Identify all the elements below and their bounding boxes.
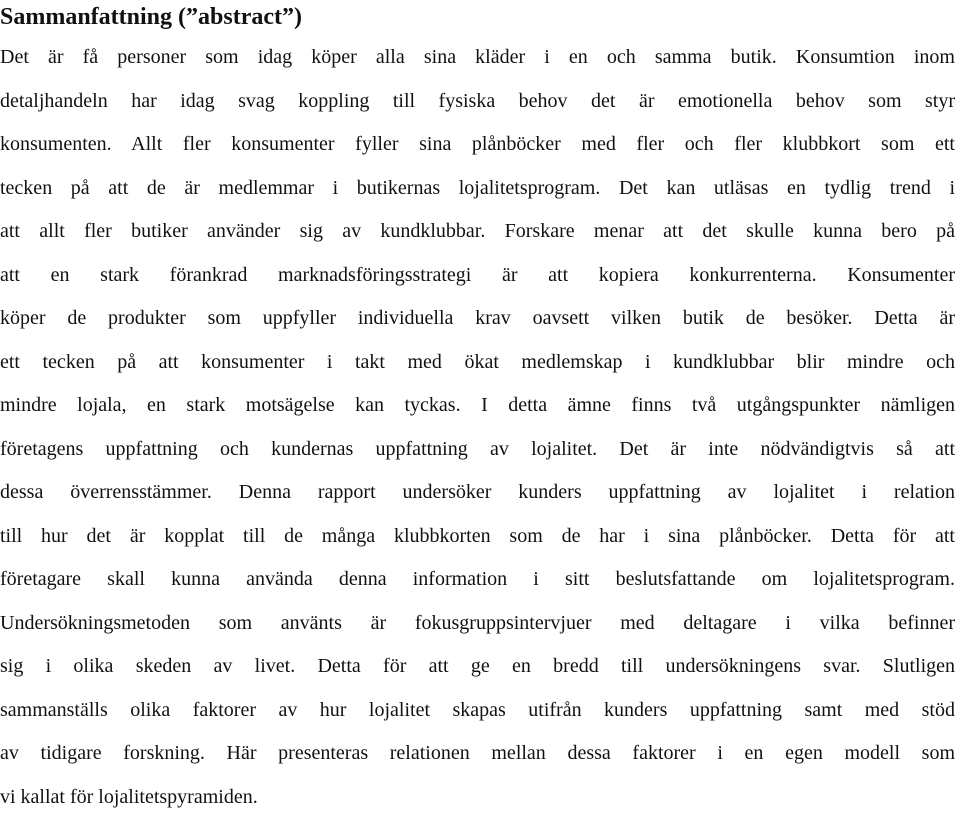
paragraph-line: detaljhandeln har idag svag koppling till fysiska behov det är emotionella behov som styr [0, 82, 955, 126]
paragraph-line: till hur det är kopplat till de många klubbkorten som de har i sina plånböcker. Detta för att [0, 517, 955, 561]
paragraph-line: Undersökningsmetoden som använts är fokusgruppsintervjuer med deltagare i vilka befinner [0, 604, 955, 648]
paragraph-line: företagens uppfattning och kundernas uppfattning av lojalitet. Det är inte nödvändigtvis så att [0, 430, 955, 474]
paragraph-line: konsumenten. Allt fler konsumenter fyller sina plånböcker med fler och fler klubbkort som ett [0, 125, 955, 169]
paragraph-line: sammanställs olika faktorer av hur lojalitet skapas utifrån kunders uppfattning samt med stöd [0, 691, 955, 735]
paragraph-line: att en stark förankrad marknadsföringsstrategi är att kopiera konkurrenterna. Konsumenter [0, 256, 955, 300]
paragraph-line: att allt fler butiker använder sig av kundklubbar. Forskare menar att det skulle kunna bero på [0, 212, 955, 256]
paragraph-line: av tidigare forskning. Här presenteras relationen mellan dessa faktorer i en egen modell som [0, 734, 955, 778]
paragraph-line: köper de produkter som uppfyller individuella krav oavsett vilken butik de besöker. Detta är [0, 299, 955, 343]
paragraph-line: ett tecken på att konsumenter i takt med ökat medlemskap i kundklubbar blir mindre och [0, 343, 955, 387]
paragraph-line: dessa överrensstämmer. Denna rapport undersöker kunders uppfattning av lojalitet i relation [0, 473, 955, 517]
paragraph-line: sig i olika skeden av livet. Detta för att ge en bredd till undersökningens svar. Slutligen [0, 647, 955, 691]
section-heading: Sammanfattning (”abstract”) [0, 2, 302, 32]
paragraph-line: mindre lojala, en stark motsägelse kan tyckas. I detta ämne finns två utgångspunkter nämligen [0, 386, 955, 430]
paragraph-line: företagare skall kunna använda denna information i sitt beslutsfattande om lojalitetsprogram. [0, 560, 955, 604]
abstract-paragraph [0, 38, 955, 821]
paragraph-line: vi kallat för lojalitetspyramiden. [0, 778, 955, 821]
paragraph-line: Det är få personer som idag köper alla sina kläder i en och samma butik. Konsumtion inom [0, 38, 955, 82]
paragraph-line: tecken på att de är medlemmar i butikernas lojalitetsprogram. Det kan utläsas en tydlig trend i [0, 169, 955, 213]
